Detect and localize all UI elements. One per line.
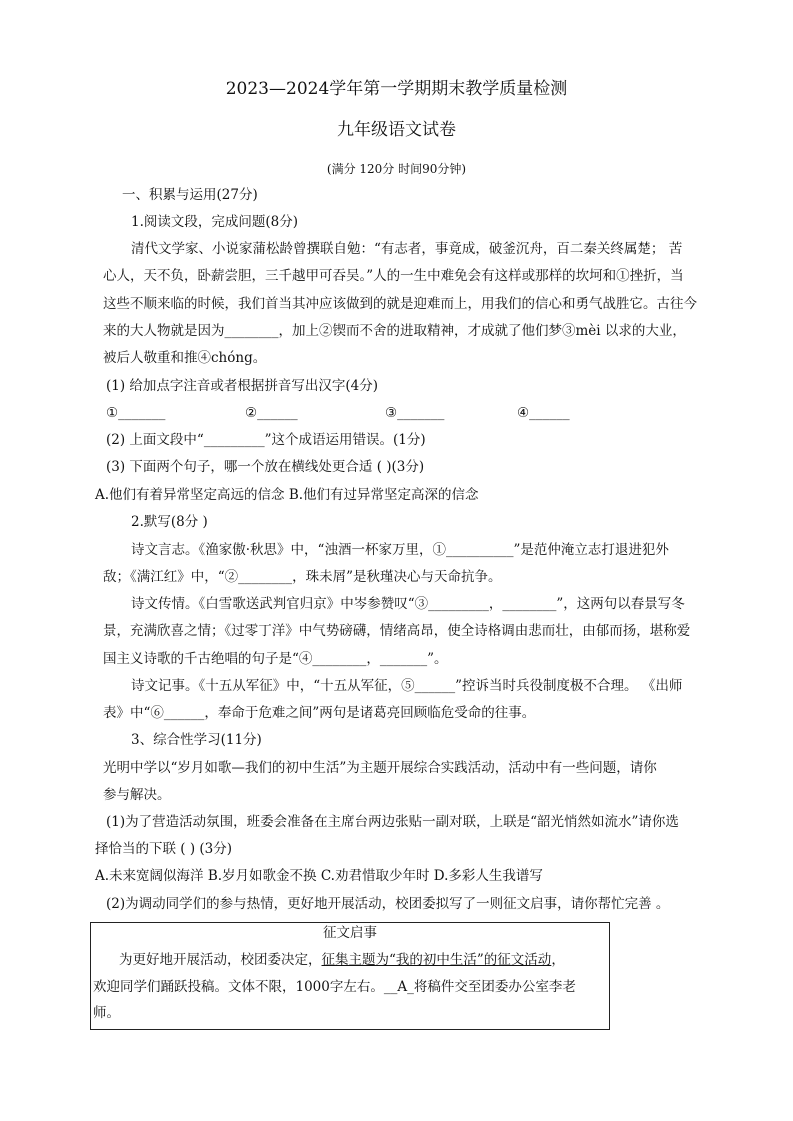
q1-options: A.他们有着异常坚定高远的信念 B.他们有过异常坚定高深的信念 (95, 487, 479, 503)
q3-options: A.未来宽阔似海洋 B.岁月如歌金不换 C.劝君惜取少年时 D.多彩人生我谱写 (95, 868, 543, 884)
section-heading: 一、积累与运用(27分) (122, 187, 258, 203)
q2-line: 敌；《满江红》中，“②________，珠未屑”是秋瑾决心与天命抗争。 (103, 569, 502, 585)
q1-passage-line: 来的大人物就是因为________，加上②锲而不舍的进取精神，才成就了他们梦③mèi 以求的大业， (103, 323, 686, 339)
q1-passage-line: 清代文学家、小说家蒲松龄曾撰联自勉：“有志者，事竟成，破釜沉舟，百二秦关终属楚； 苦 (131, 241, 683, 257)
notice-underlined-text: 征集主题为“我的初中生活”的征文活动 (321, 952, 552, 968)
q3-sub2: (2)为调动同学们的参与热情，更好地开展活动，校团委拟写了一则征文启事，请你帮忙完善 。 (106, 896, 670, 912)
q1-sub3: (3) 下面两个句子，哪一个放在横线处更合适 ( )(3分) (106, 459, 425, 475)
q3-sub1-line: (1)为了营造活动氛围，班委会准备在主席台两边张贴一副对联，上联是“韶光悄然如流水”请你选 (106, 814, 679, 830)
notice-title: 征文启事 (323, 925, 377, 941)
q3-sub1-line: 择恰当的下联 ( ) (3分) (95, 841, 233, 857)
q2-line: 诗文传情。《白雪歌送武判官归京》中岑参赞叹“③_________，________”，这两句以春景写冬 (131, 596, 685, 612)
q1-blank: ①_______ (106, 405, 166, 421)
q3-intro-line: 光明中学以“岁月如歌—我们的初中生活”为主题开展综合实践活动，活动中有一些问题，请你 (103, 760, 657, 776)
q1-sub1: (1) 给加点字注音或者根据拼音写出汉字(4分) (106, 378, 379, 394)
q1-blank: ②______ (245, 405, 298, 421)
q2-heading: 2.默写(8分 ) (131, 514, 208, 530)
notice-text: ， (551, 952, 565, 968)
q3-intro-line: 参与解决。 (103, 787, 171, 803)
q1-passage-line: 被后人敬重和推④chóng。 (103, 350, 267, 366)
q1-blank: ③_______ (385, 405, 445, 421)
q2-line: 景，充满欣喜之情；《过零丁洋》中气势磅礴，情绪高昂，使全诗格调由悲而壮，由郁而扬，堪称爱 (103, 623, 691, 639)
q1-passage-line: 心人，天不负，卧薪尝胆，三千越甲可吞吴。”人的一生中难免会有这样或那样的坎坷和①挫折，当 (103, 268, 684, 284)
notice-line: 师。 (93, 1005, 120, 1021)
notice-line: 欢迎同学们踊跃投稿。文体不限，1000字左右。__A_将稿件交至团委办公室李老 (93, 979, 576, 995)
notice-text: 为更好地开展活动，校团委决定， (119, 952, 322, 968)
q2-line: 国主义诗歌的千古绝唱的句子是“④________，_______”。 (103, 651, 448, 667)
q1-passage-line: 这些不顺来临的时候，我们首当其冲应该做到的就是迎难而上，用我们的信心和勇气战胜它。古往今 (103, 296, 697, 312)
q2-line: 诗文言志。《渔家傲·秋思》中，“浊酒一杯家万里，①__________”是范仲淹立志打退进犯外 (131, 542, 669, 558)
q1-blank: ④______ (517, 405, 570, 421)
q3-heading: 3、综合性学习(11分) (131, 732, 262, 748)
q2-line: 表》中“⑥______，奉命于危难之间”两句是诸葛亮回顾临危受命的往事。 (103, 705, 536, 721)
exam-subtitle: 九年级语文试卷 (337, 120, 456, 140)
exam-title: 2023—2024学年第一学期期末教学质量检测 (225, 79, 568, 99)
notice-line (119, 951, 565, 969)
q1-heading: 1.阅读文段，完成问题(8分) (131, 214, 299, 230)
q2-line: 诗文记事。《十五从军征》中，“十五从军征，⑤______”控诉当时兵役制度极不合理。 《出师 (131, 678, 683, 694)
q1-sub2: (2) 上面文段中“_________”这个成语运用错误。(1分) (106, 432, 426, 448)
exam-meta: (满分 120分 时间90分钟) (326, 162, 467, 176)
